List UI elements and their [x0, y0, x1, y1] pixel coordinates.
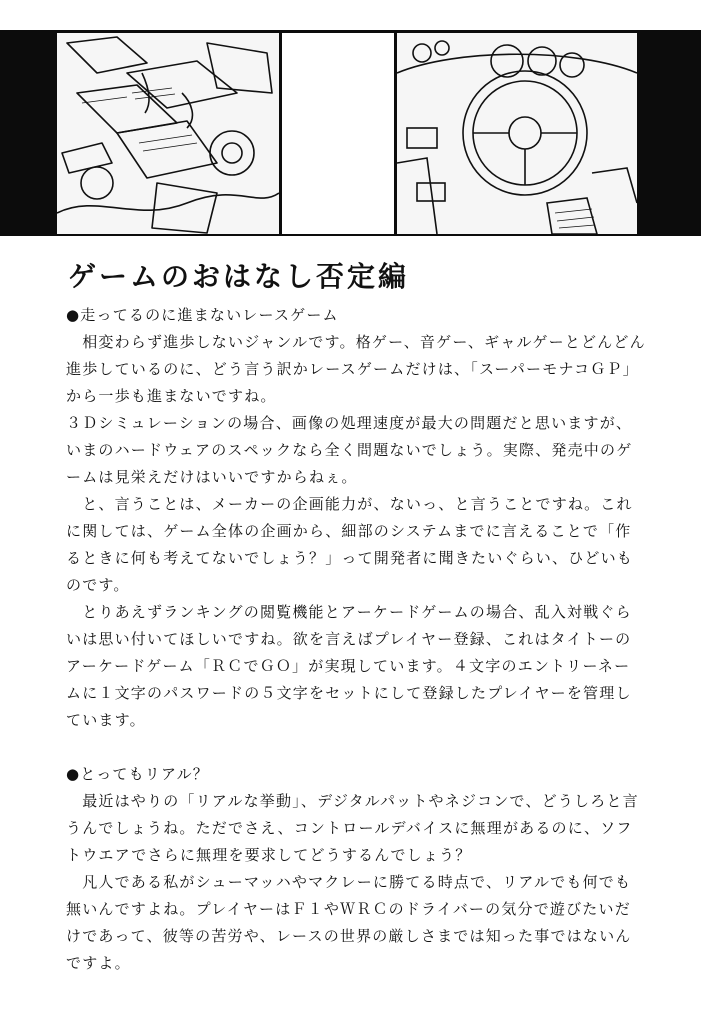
paragraph: 凡人である私がシューマッハやマクレーに勝てる時点で、リアルでも何でも無いんですよね。プレイヤーはＦ１やＷＲＣのドライバーの気分で遊びたいだけであって、彼等の苦労や、レースの世界の厳しさまでは知った事ではないんですよ。: [66, 873, 632, 972]
cockpit-steering-illustration: [397, 33, 637, 234]
article-body: [66, 302, 646, 977]
paragraph: と、言うことは、メーカーの企画能力が、ないっ、と言うことですね。これに関しては、ゲーム全体の企画から、細部のシステムまでに言えることで「作るときに何も考えてないでしょう？」って開発者に聞きたいぐらい、ひどいものです。: [66, 495, 634, 594]
blank-panel: [282, 33, 394, 234]
section-heading: ●とってもリアル？: [66, 765, 209, 783]
page-title: ゲームのおはなし否定編: [68, 260, 410, 293]
section-spacer: [66, 734, 646, 761]
section-heading: ●走ってるのに進まないレースゲーム: [66, 306, 339, 324]
paragraph: ３Ｄシミュレーションの場合、画像の処理速度が最大の問題だと思いますが、いまのハードウェアのスペックなら全く問題ないでしょう。実際、発売中のゲームは見栄えだけはいいですからねぇ。: [66, 414, 633, 486]
paragraph: 最近はやりの「リアルな挙動」、デジタルパットやネジコンで、どうしろと言うんでしょうね。ただでさえ、コントロールデバイスに無理があるのに、ソフトウエアでさらに無理を要求してどうするんでしょう？: [66, 792, 639, 864]
paragraph: とりあえずランキングの閲覧機能とアーケードゲームの場合、乱入対戦ぐらいは思い付いてほしいですね。欲を言えばプレイヤー登録、これはタイトーのアーケードゲーム「ＲＣでＧＯ」が実現しています。４文字のエントリーネームに１文字のパスワードの５文字をセットにして登録したプレイヤーを管理しています。: [66, 603, 632, 729]
paragraph: 相変わらず進歩しないジャンルです。格ゲー、音ゲー、ギャルゲーとどんどん進歩しているのに、どう言う訳かレースゲームだけは、「スーパーモナコＧＰ」から一歩も進まないですね。: [66, 333, 646, 405]
engine-bay-illustration: [57, 33, 279, 234]
